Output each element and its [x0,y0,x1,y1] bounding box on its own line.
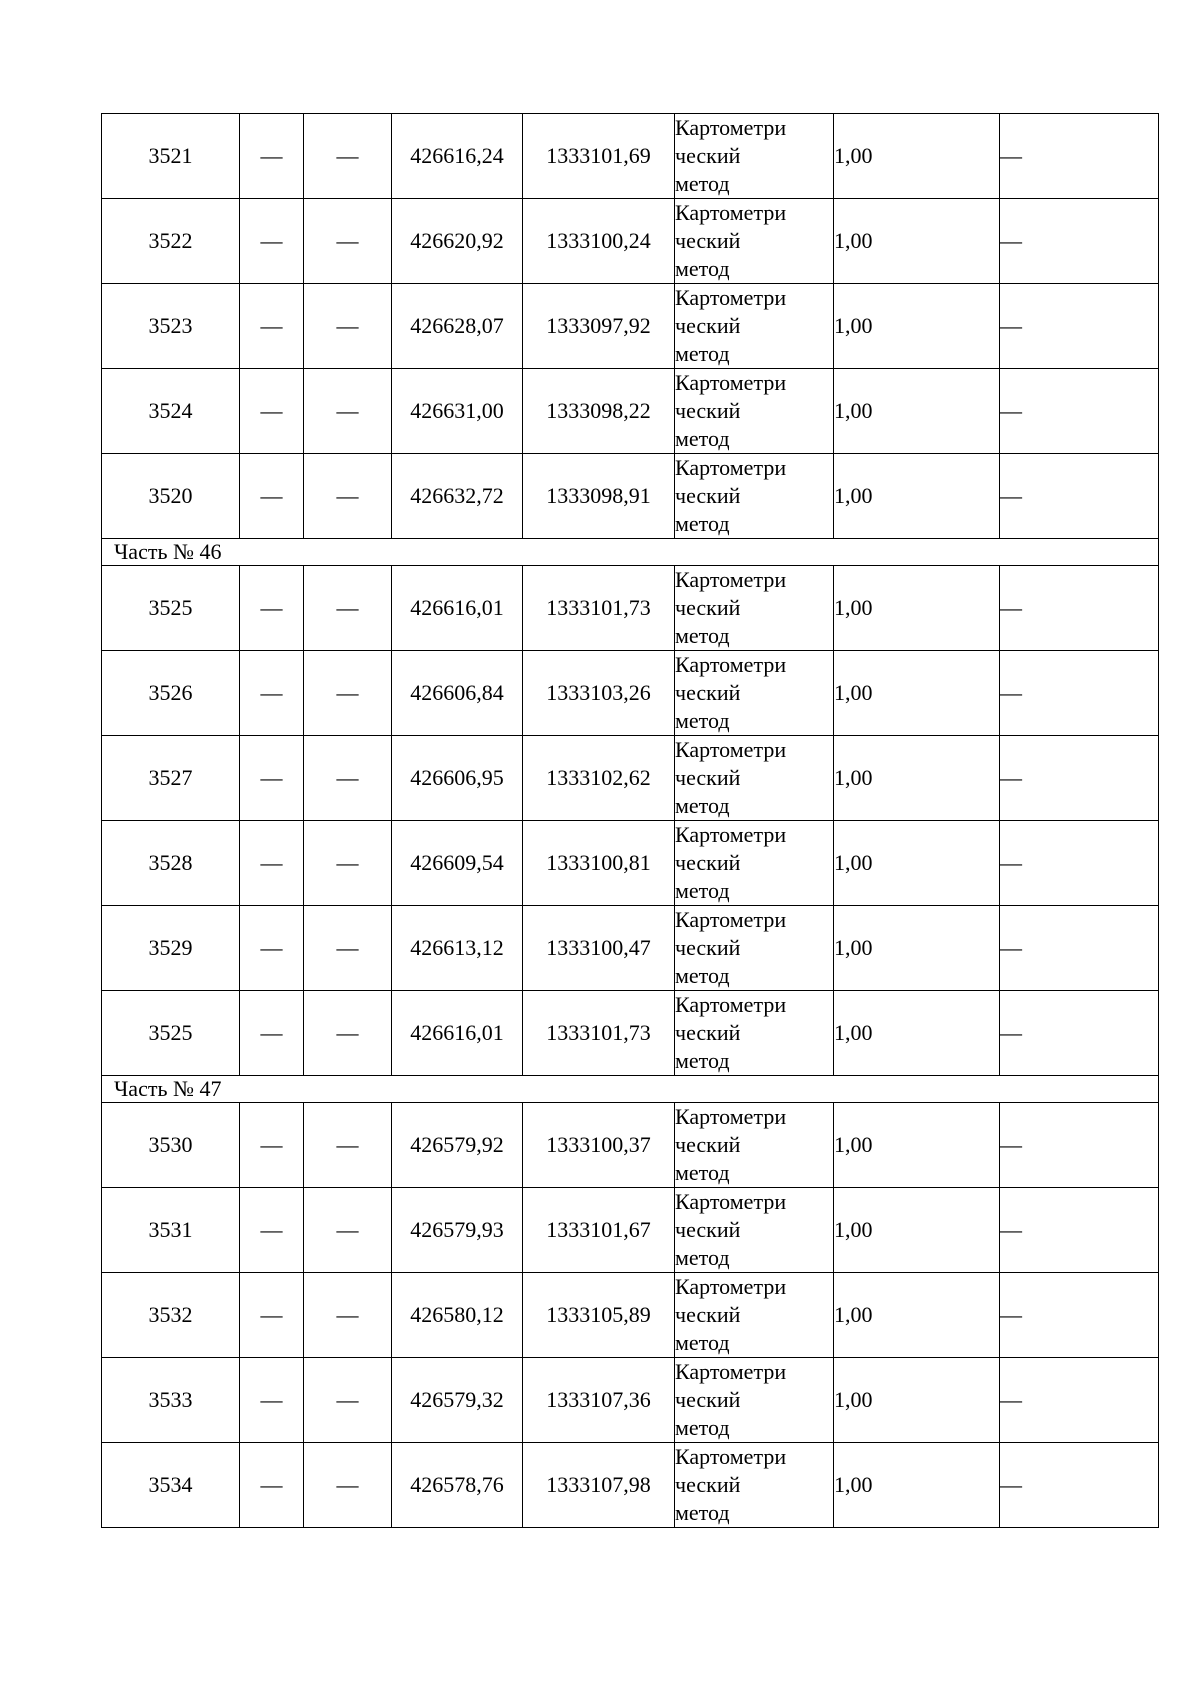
method-text-line: ческий [675,1217,741,1242]
empty-value-cell: — [304,114,392,199]
section-heading: Часть № 46 [102,539,1159,566]
method-text-line: Картометри [675,1104,787,1129]
method-text-line: Картометри [675,370,787,395]
empty-value-cell: — [304,651,392,736]
x-coordinate-cell: 426632,72 [392,454,523,539]
method-cell [675,369,834,454]
method-text-line: ческий [675,850,741,875]
accuracy-cell: 1,00 [834,991,1000,1076]
note-cell: — [1000,566,1159,651]
note-cell: — [1000,906,1159,991]
empty-value-cell: — [240,1273,304,1358]
empty-value-cell: — [240,566,304,651]
method-text-line: метод [675,256,730,281]
method-text-line: ческий [675,680,741,705]
method-text-line: Картометри [675,455,787,480]
point-number-cell: 3527 [102,736,240,821]
method-text-line: Картометри [675,737,787,762]
accuracy-cell: 1,00 [834,1103,1000,1188]
point-number-cell: 3533 [102,1358,240,1443]
method-cell [675,991,834,1076]
note-cell: — [1000,1103,1159,1188]
note-cell: — [1000,1358,1159,1443]
x-coordinate-cell: 426579,93 [392,1188,523,1273]
empty-value-cell: — [240,736,304,821]
empty-value-cell: — [240,199,304,284]
table-row [102,199,1159,284]
note-cell: — [1000,114,1159,199]
table-row [102,284,1159,369]
method-text-line: Картометри [675,1359,787,1384]
method-text-line: метод [675,708,730,733]
method-cell [675,1443,834,1528]
accuracy-cell: 1,00 [834,566,1000,651]
method-text-line: метод [675,1415,730,1440]
y-coordinate-cell: 1333098,22 [523,369,675,454]
empty-value-cell: — [240,991,304,1076]
method-text-line: Картометри [675,907,787,932]
method-text-line: ческий [675,1132,741,1157]
x-coordinate-cell: 426613,12 [392,906,523,991]
method-text-line: ческий [675,1020,741,1045]
method-text-line: Картометри [675,200,787,225]
point-number-cell: 3525 [102,566,240,651]
empty-value-cell: — [240,1103,304,1188]
method-cell [675,114,834,199]
empty-value-cell: — [240,821,304,906]
accuracy-cell: 1,00 [834,454,1000,539]
accuracy-cell: 1,00 [834,284,1000,369]
method-text-line: Картометри [675,115,787,140]
method-text-line: ческий [675,313,741,338]
empty-value-cell: — [240,906,304,991]
method-cell [675,1273,834,1358]
y-coordinate-cell: 1333097,92 [523,284,675,369]
empty-value-cell: — [304,821,392,906]
point-number-cell: 3529 [102,906,240,991]
y-coordinate-cell: 1333100,47 [523,906,675,991]
empty-value-cell: — [240,454,304,539]
method-text-line: Картометри [675,285,787,310]
method-text-line: метод [675,426,730,451]
x-coordinate-cell: 426631,00 [392,369,523,454]
method-text-line: Картометри [675,1189,787,1214]
y-coordinate-cell: 1333101,67 [523,1188,675,1273]
y-coordinate-cell: 1333101,69 [523,114,675,199]
empty-value-cell: — [304,454,392,539]
note-cell: — [1000,1188,1159,1273]
method-cell [675,736,834,821]
empty-value-cell: — [304,1273,392,1358]
method-text-line: метод [675,171,730,196]
method-text-line: Картометри [675,992,787,1017]
method-text-line: Картометри [675,652,787,677]
x-coordinate-cell: 426579,32 [392,1358,523,1443]
method-text-line: метод [675,1245,730,1270]
table-row [102,1273,1159,1358]
y-coordinate-cell: 1333098,91 [523,454,675,539]
method-text-line: метод [675,341,730,366]
y-coordinate-cell: 1333100,24 [523,199,675,284]
point-number-cell: 3522 [102,199,240,284]
method-text-line: Картометри [675,1444,787,1469]
method-text-line: ческий [675,765,741,790]
method-text-line: ческий [675,228,741,253]
method-cell [675,454,834,539]
empty-value-cell: — [304,736,392,821]
note-cell: — [1000,454,1159,539]
table-body [102,114,1159,1528]
method-text-line: ческий [675,1302,741,1327]
y-coordinate-cell: 1333107,98 [523,1443,675,1528]
y-coordinate-cell: 1333107,36 [523,1358,675,1443]
method-cell [675,1103,834,1188]
method-text-line: Картометри [675,822,787,847]
accuracy-cell: 1,00 [834,1273,1000,1358]
x-coordinate-cell: 426609,54 [392,821,523,906]
empty-value-cell: — [304,369,392,454]
table-row [102,454,1159,539]
empty-value-cell: — [240,651,304,736]
method-text-line: ческий [675,1387,741,1412]
table-row [102,821,1159,906]
x-coordinate-cell: 426616,01 [392,566,523,651]
method-text-line: метод [675,963,730,988]
method-text-line: метод [675,1160,730,1185]
x-coordinate-cell: 426616,01 [392,991,523,1076]
empty-value-cell: — [304,199,392,284]
x-coordinate-cell: 426579,92 [392,1103,523,1188]
accuracy-cell: 1,00 [834,1188,1000,1273]
accuracy-cell: 1,00 [834,821,1000,906]
method-cell [675,1358,834,1443]
note-cell: — [1000,736,1159,821]
empty-value-cell: — [240,1443,304,1528]
table-row [102,651,1159,736]
method-text-line: Картометри [675,1274,787,1299]
accuracy-cell: 1,00 [834,114,1000,199]
method-text-line: ческий [675,935,741,960]
method-cell [675,906,834,991]
empty-value-cell: — [304,991,392,1076]
table-row [102,1358,1159,1443]
point-number-cell: 3532 [102,1273,240,1358]
note-cell: — [1000,821,1159,906]
accuracy-cell: 1,00 [834,651,1000,736]
method-cell [675,821,834,906]
empty-value-cell: — [304,1358,392,1443]
note-cell: — [1000,1443,1159,1528]
accuracy-cell: 1,00 [834,1443,1000,1528]
method-text-line: ческий [675,143,741,168]
y-coordinate-cell: 1333100,37 [523,1103,675,1188]
empty-value-cell: — [304,1103,392,1188]
table-row [102,566,1159,651]
table-row [102,991,1159,1076]
accuracy-cell: 1,00 [834,199,1000,284]
empty-value-cell: — [240,1358,304,1443]
method-text-line: метод [675,878,730,903]
table-row [102,736,1159,821]
point-number-cell: 3530 [102,1103,240,1188]
note-cell: — [1000,991,1159,1076]
point-number-cell: 3523 [102,284,240,369]
table-row [102,1188,1159,1273]
table-row [102,1443,1159,1528]
y-coordinate-cell: 1333101,73 [523,991,675,1076]
x-coordinate-cell: 426616,24 [392,114,523,199]
note-cell: — [1000,1273,1159,1358]
empty-value-cell: — [304,906,392,991]
method-cell [675,651,834,736]
method-cell [675,199,834,284]
y-coordinate-cell: 1333100,81 [523,821,675,906]
empty-value-cell: — [240,369,304,454]
method-text-line: метод [675,623,730,648]
method-text-line: метод [675,793,730,818]
note-cell: — [1000,199,1159,284]
empty-value-cell: — [240,1188,304,1273]
point-number-cell: 3526 [102,651,240,736]
empty-value-cell: — [304,284,392,369]
method-cell [675,566,834,651]
y-coordinate-cell: 1333102,62 [523,736,675,821]
method-text-line: ческий [675,483,741,508]
method-text-line: метод [675,1500,730,1525]
section-heading-row [102,539,1159,566]
point-number-cell: 3534 [102,1443,240,1528]
section-heading: Часть № 47 [102,1076,1159,1103]
empty-value-cell: — [240,114,304,199]
point-number-cell: 3531 [102,1188,240,1273]
point-number-cell: 3524 [102,369,240,454]
point-number-cell: 3520 [102,454,240,539]
accuracy-cell: 1,00 [834,906,1000,991]
table-row [102,1103,1159,1188]
table-row [102,114,1159,199]
x-coordinate-cell: 426578,76 [392,1443,523,1528]
x-coordinate-cell: 426606,84 [392,651,523,736]
y-coordinate-cell: 1333101,73 [523,566,675,651]
empty-value-cell: — [304,1188,392,1273]
x-coordinate-cell: 426580,12 [392,1273,523,1358]
x-coordinate-cell: 426620,92 [392,199,523,284]
method-cell [675,1188,834,1273]
x-coordinate-cell: 426606,95 [392,736,523,821]
accuracy-cell: 1,00 [834,736,1000,821]
method-text-line: ческий [675,398,741,423]
method-text-line: ческий [675,595,741,620]
x-coordinate-cell: 426628,07 [392,284,523,369]
table-row [102,906,1159,991]
accuracy-cell: 1,00 [834,1358,1000,1443]
method-text-line: метод [675,1330,730,1355]
note-cell: — [1000,369,1159,454]
note-cell: — [1000,284,1159,369]
method-text-line: метод [675,511,730,536]
section-heading-row [102,1076,1159,1103]
method-cell [675,284,834,369]
point-number-cell: 3525 [102,991,240,1076]
point-number-cell: 3528 [102,821,240,906]
accuracy-cell: 1,00 [834,369,1000,454]
y-coordinate-cell: 1333103,26 [523,651,675,736]
method-text-line: метод [675,1048,730,1073]
table-row [102,369,1159,454]
empty-value-cell: — [304,566,392,651]
coordinates-table [101,113,1159,1528]
point-number-cell: 3521 [102,114,240,199]
method-text-line: Картометри [675,567,787,592]
method-text-line: ческий [675,1472,741,1497]
note-cell: — [1000,651,1159,736]
empty-value-cell: — [304,1443,392,1528]
empty-value-cell: — [240,284,304,369]
y-coordinate-cell: 1333105,89 [523,1273,675,1358]
